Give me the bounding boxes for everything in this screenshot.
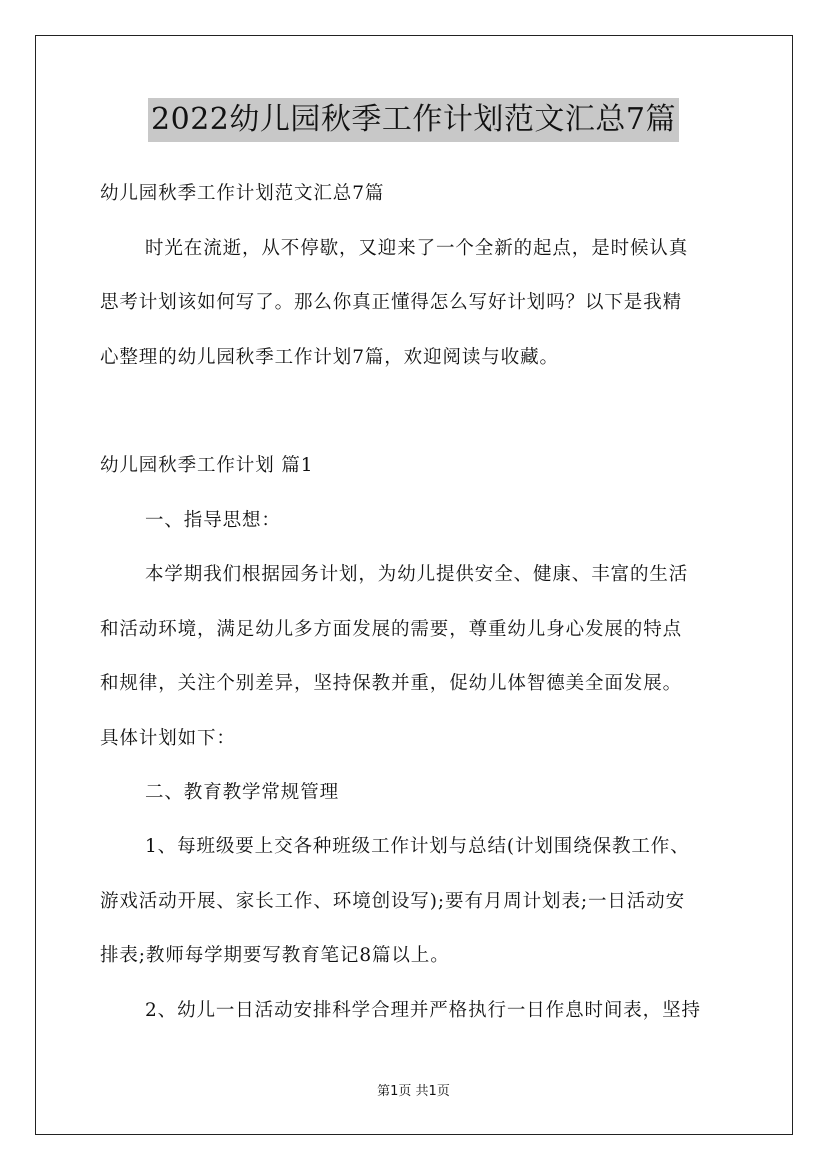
item-1-line-2: 游戏活动开展、家长工作、环境创设写);要有月周计划表;一日活动安 bbox=[100, 891, 685, 912]
document-subtitle: 幼儿园秋季工作计划范文汇总7篇 bbox=[100, 183, 385, 204]
item-1-line-3: 排表;教师每学期要写教育笔记8篇以上。 bbox=[100, 945, 450, 966]
item-1-line-1: 1、每班级要上交各种班级工作计划与总结(计划围绕保教工作、 bbox=[145, 836, 690, 857]
title-container bbox=[0, 98, 827, 142]
para-1-line-1: 本学期我们根据园务计划，为幼儿提供安全、健康、丰富的生活 bbox=[145, 564, 689, 585]
intro-line-2: 思考计划该如何写了。那么你真正懂得怎么写好计划吗？以下是我精 bbox=[100, 292, 683, 313]
intro-line-3: 心整理的幼儿园秋季工作计划7篇，欢迎阅读与收藏。 bbox=[100, 347, 559, 368]
intro-line-1: 时光在流逝，从不停歇，又迎来了一个全新的起点，是时候认真 bbox=[145, 238, 689, 259]
para-1-line-4: 具体计划如下： bbox=[100, 728, 236, 749]
item-2-line-1: 2、幼儿一日活动安排科学合理并严格执行一日作息时间表，坚持 bbox=[145, 1000, 701, 1021]
para-1-line-3: 和规律，关注个别差异，坚持保教并重，促幼儿体智德美全面发展。 bbox=[100, 673, 683, 694]
heading-teaching-management: 二、教育教学常规管理 bbox=[145, 782, 340, 803]
document-title: 2022幼儿园秋季工作计划范文汇总7篇 bbox=[148, 98, 679, 142]
section-title: 幼儿园秋季工作计划 篇1 bbox=[100, 455, 314, 476]
heading-guiding-thought: 一、指导思想： bbox=[145, 510, 281, 531]
page-number-footer: 第1页 共1页 bbox=[377, 1084, 450, 1099]
para-1-line-2: 和活动环境，满足幼儿多方面发展的需要，尊重幼儿身心发展的特点 bbox=[100, 619, 683, 640]
